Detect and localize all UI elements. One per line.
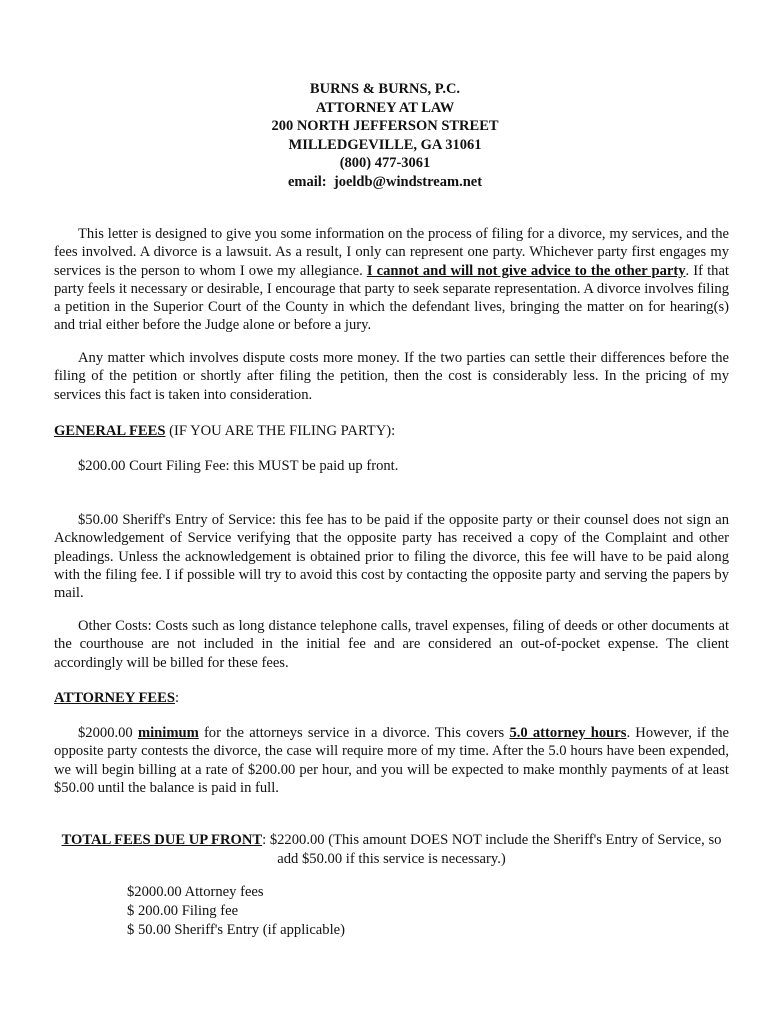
attorney-fees-text-2: for the attorneys service in a divorce. This covers — [198, 725, 510, 741]
firm-name: BURNS & BURNS, P.C. — [309, 81, 461, 97]
total-fees-label: TOTAL FEES DUE UP FRONT — [61, 832, 263, 848]
court-fee-paragraph: $200.00 Court Filing Fee: this MUST be paid up front. — [78, 458, 399, 474]
total-fees-text: : $2200.00 (This amount DOES NOT include the Sheriff's Entry of Service, so add $50.00 if this service is necessary.) — [262, 832, 722, 867]
general-fees-title: GENERAL FEES — [54, 423, 166, 439]
dispute-paragraph: Any matter which involves dispute costs more money. If the two parties can settle their differences before the filing of the petition or shortly after filing the petition, then the cost is considerably less. In the pricing of my services this fact is taken into consideration. — [54, 350, 729, 403]
sheriff-fee-paragraph: $50.00 Sheriff's Entry of Service: this fee has to be paid if the opposite party or their counsel does not sign an Acknowledgement of Service verifying that the opposite party has received a copy of the Complaint and other pleadings. Unless the acknowledgement is obtained prior to filing the divorce, this fee will have to be paid along with the filing fee. I if possible will try to avoid this cost by contacting the opposite party and serving the papers by mail. — [54, 512, 729, 602]
letterhead — [0, 80, 770, 192]
general-fees-suffix: (IF YOU ARE THE FILING PARTY): — [165, 423, 396, 439]
intro-text-1: This letter is designed to give you some information on the process of filing for a divorce, my services, and the fees involved. A divorce is a lawsuit. As a result, I only can represent one party. Whichever party first engages my services is the person to whom I owe my allegiance. — [54, 226, 729, 279]
attorney-fees-text-1: $2000.00 — [78, 725, 138, 741]
intro-emphasis: I cannot and will not give advice to the other party — [366, 262, 686, 279]
firm-phone: (800) 477-3061 — [339, 155, 431, 172]
email-label: email: — [287, 173, 327, 190]
minimum-emphasis: minimum — [137, 725, 199, 741]
firm-street: 200 NORTH JEFFERSON STREET — [271, 118, 499, 135]
attorney-fees-suffix: : — [174, 690, 180, 706]
list-item: $ 200.00 Filing fee — [127, 903, 239, 919]
email-address: joeldb@windstream.net — [333, 173, 483, 190]
intro-paragraph — [54, 225, 729, 335]
intro-text-2: . If that party feels it necessary or desirable, I encourage that party to seek separate representation. A divorce involves filing a petition in the Superior Court of the County in which the defendant lives, bringing the matter on for hearing(s) and trial either before the Judge alone or before a jury. — [54, 262, 729, 334]
attorney-fees-text-3: . However, if the opposite party contests the divorce, the case will require more of my time. After the 5.0 hours have been expended, we will begin billing at a rate of $200.00 per hour, and you will be expected to make monthly payments of at least $50.00 until the balance is paid in full. — [54, 725, 729, 796]
firm-city: MILLEDGEVILLE, GA 31061 — [288, 136, 482, 153]
fee-breakdown-list — [127, 883, 345, 940]
other-costs-paragraph: Other Costs: Costs such as long distance telephone calls, travel expenses, filing of deeds or other documents at the courthouse are not included in the initial fee and are considered an out-of-pocket expense. The client accordingly will be billed for these fees. — [54, 618, 729, 671]
attorney-fees-title: ATTORNEY FEES — [54, 690, 175, 706]
attorney-fees-paragraph — [54, 724, 729, 797]
attorney-fees-heading — [54, 689, 179, 707]
hours-emphasis: 5.0 attorney hours — [509, 725, 627, 741]
list-item: $2000.00 Attorney fees — [127, 884, 264, 900]
list-item: $ 50.00 Sheriff's Entry (if applicable) — [127, 922, 345, 938]
firm-title: ATTORNEY AT LAW — [315, 99, 455, 116]
total-fees — [54, 831, 729, 869]
general-fees-heading — [54, 422, 395, 440]
firm-email-line — [0, 173, 770, 192]
